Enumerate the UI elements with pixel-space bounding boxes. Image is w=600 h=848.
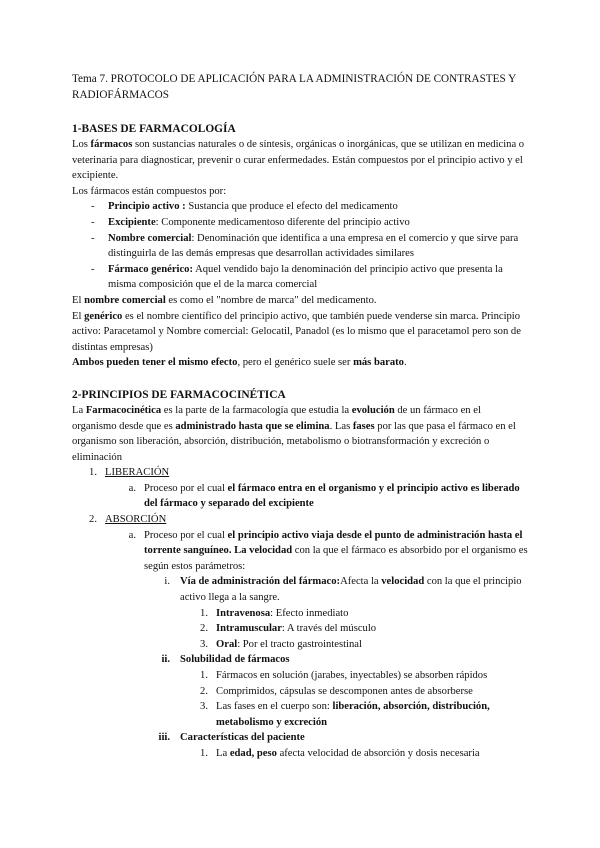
text: de un fármaco en el organismo desde que es <box>72 404 481 432</box>
list-leaf <box>72 684 528 700</box>
text: con la que el fármaco es absorbido por el organismo es según estos parámetros: <box>144 545 528 572</box>
bold-text: Intravenosa <box>216 607 271 619</box>
list-number: 3. <box>200 701 208 713</box>
description: : Denominación que identifica a una empresa en el comercio y que sirve para distinguirla de las demás empresas que desarrollan actividades similares <box>108 232 519 260</box>
list-subsubitem <box>72 652 528 668</box>
list-leaf <box>72 699 528 730</box>
list-leaf <box>72 621 528 637</box>
bold-text: genérico <box>84 310 123 322</box>
list-item-absorcion <box>72 512 528 528</box>
list-subsubitem <box>72 730 528 746</box>
list-subitem <box>72 528 528 575</box>
list-number: 1. <box>89 467 97 479</box>
text: por las que pasa el fármaco en el organismo son liberación, absorción, distribución, metabolismo o biotransformación y excreción o eliminación <box>72 420 516 463</box>
list-number: ii. <box>161 654 170 666</box>
list-number: 2. <box>200 623 208 635</box>
list-number: 1. <box>200 670 208 681</box>
list-number: i. <box>164 576 170 588</box>
bold-text: Farmacocinética <box>85 404 162 416</box>
list-number: 1. <box>200 747 208 759</box>
term: Nombre comercial <box>108 232 192 244</box>
bold-text: Solubilidad de fármacos <box>180 654 290 666</box>
s1-paragraph-2: Los fármacos están compuestos por: <box>72 185 227 197</box>
section-1-heading: 1-BASES DE FARMACOLOGÍA <box>72 123 236 135</box>
list-number: 1. <box>200 607 208 619</box>
text: Los <box>72 139 91 150</box>
text: son sustancias naturales o de síntesis, orgánicas o inorgánicas, que se utilizan en medicina o veterinaria para diagnosticar, prevenir o curar enfermedades. Están compuestos por el principio activo y el excipiente. <box>72 139 525 182</box>
text: Proceso por el cual <box>144 529 228 541</box>
list-subitem <box>72 481 528 512</box>
text: El <box>72 310 85 322</box>
text: Afecta la <box>340 576 382 588</box>
bold-text: más barato <box>353 357 404 369</box>
list-leaf <box>72 746 528 762</box>
text: La <box>72 404 86 416</box>
bold-text: evolución <box>351 404 395 416</box>
text: . <box>403 357 407 369</box>
list-number: a. <box>128 482 136 494</box>
bold-text: el fármaco entra en el organismo y el principio activo es liberado del fármaco y separado del excipiente <box>144 482 520 510</box>
list-number: 2. <box>89 514 97 526</box>
list-item <box>72 231 528 262</box>
text: es el nombre científico del principio activo, que también puede venderse sin marca. Principio activo: Paracetamol y Nombre comercial: Gelocatil, Panadol (es lo mismo que el paracetamol pero son de distintas empresas) <box>72 310 521 353</box>
list-number: a. <box>128 529 136 541</box>
description: : Componente medicamentoso diferente del principio activo <box>155 216 410 228</box>
list-item <box>72 262 528 293</box>
bold-text: administrado hasta que se elimina <box>175 420 330 432</box>
bold-text: Ambos pueden tener el mismo efecto <box>72 357 238 369</box>
description: Aquel vendido bajo la denominación del principio activo que presenta la misma composición que el de la marca comercial <box>108 263 503 291</box>
text: El <box>72 294 85 306</box>
text: : Por el tracto gastrointestinal <box>237 638 362 650</box>
text: : A través del músculo <box>281 623 377 635</box>
bold-text: edad, peso <box>229 747 277 759</box>
list-number: 2. <box>200 685 208 697</box>
term: Fármaco genérico: <box>108 263 194 275</box>
bold-text: La <box>231 545 250 557</box>
s2-paragraph-1 <box>72 403 528 465</box>
list-label: ABSORCIÓN <box>105 514 167 526</box>
s1-paragraph-5 <box>72 355 528 371</box>
list-subsubitem <box>72 574 528 605</box>
text: Proceso por el cual <box>144 482 228 494</box>
text: es la parte de la farmacología que estudia la <box>161 404 352 416</box>
list-item-liberacion <box>72 465 528 481</box>
bold-text: fármacos <box>90 139 133 150</box>
section-2-heading: 2-PRINCIPIOS DE FARMACOCINÉTICA <box>72 388 286 401</box>
bold-text: velocidad <box>381 576 425 588</box>
bold-text: velocidad <box>249 545 293 557</box>
term: Excipiente <box>108 216 156 228</box>
document-title: Tema 7. PROTOCOLO DE APLICACIÓN PARA LA ADMINISTRACIÓN DE CONTRASTES Y RADIOFÁRMACOS <box>72 73 516 101</box>
list-leaf <box>72 637 528 653</box>
list-item <box>72 199 528 215</box>
list-label: LIBERACIÓN <box>105 467 170 479</box>
s1-paragraph-3 <box>72 293 528 309</box>
bold-text: Intramuscular <box>216 623 282 635</box>
bold-text: el principio activo viaja desde el punto de administración hasta el torrente sanguíneo. <box>144 529 523 557</box>
term: Principio activo : <box>108 201 186 213</box>
list-item <box>72 215 528 231</box>
text: Las fases en el cuerpo son: <box>216 701 333 713</box>
bold-text: nombre comercial <box>84 294 166 306</box>
description: Sustancia que produce el efecto del medicamento <box>185 201 398 213</box>
text: afecta velocidad de absorción y dosis necesaria <box>276 747 480 759</box>
bold-text: Características del paciente <box>180 732 305 744</box>
list-leaf <box>72 668 528 684</box>
text: es como el "nombre de marca" del medicamento. <box>165 294 377 306</box>
text: . Las <box>329 420 353 432</box>
list-number: 3. <box>200 638 208 650</box>
text: Comprimidos, cápsulas se descomponen antes de absorberse <box>216 685 473 697</box>
bold-text: Oral <box>216 638 238 650</box>
text: : Efecto inmediato <box>270 607 349 619</box>
text: con la que el principio activo llega a la sangre. <box>180 576 522 604</box>
bold-text: fases <box>352 420 375 432</box>
s1-paragraph-1 <box>72 137 528 184</box>
list-leaf <box>72 606 528 622</box>
s1-paragraph-4 <box>72 309 528 356</box>
text: La <box>216 747 230 759</box>
definitions-list <box>72 199 528 293</box>
document-body <box>72 71 528 762</box>
list-number: iii. <box>158 732 170 744</box>
bold-text: liberación, absorción, distribución, metabolismo y excreción <box>216 701 490 728</box>
bold-text: Vía de administración del fármaco: <box>180 576 341 588</box>
text: , pero el genérico suele ser <box>237 357 354 369</box>
text: Fármacos en solución (jarabes, inyectables) se absorben rápidos <box>216 670 488 681</box>
